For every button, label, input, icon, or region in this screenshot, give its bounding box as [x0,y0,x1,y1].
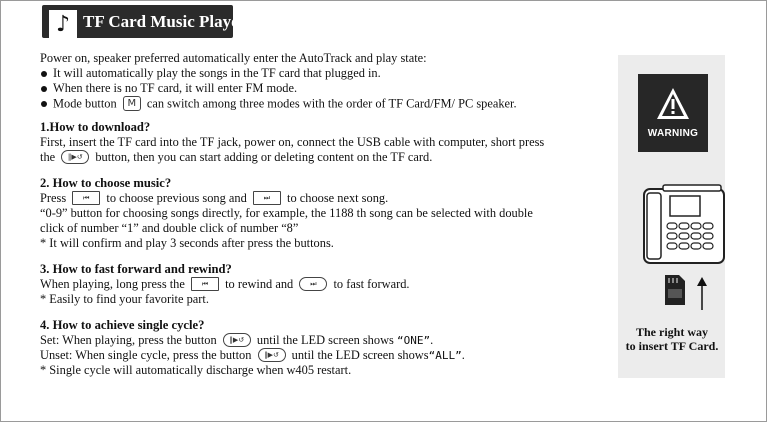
warning-badge [638,74,708,152]
cycle-unset-text: Unset: When single cycle, press the button ‖▶↺ until the LED screen shows“ALL”. [40,348,465,362]
section-heading-download: 1.How to download? [40,120,151,134]
warning-triangle-icon [655,86,691,122]
cycle-note: * Single cycle will automatically discharge when w405 restart. [40,363,352,377]
insert-card-caption: The right way to insert TF Card. [625,325,719,353]
choose-text-4: * It will confirm and play 3 seconds after press the buttons. [40,236,334,250]
choose-text-1: Press ⏮ to choose previous song and ⏭ to choose next song. [40,191,389,205]
arrow-up-icon [696,277,708,311]
page-title: TF Card Music Player [83,12,247,31]
bullet-icon [41,86,47,92]
intro-bullet: When there is no TF card, it will enter FM mode. [40,81,610,96]
choose-text-2: “0-9” button for choosing songs directly, for example, the 1188 th song can be selected with double [40,206,533,220]
fastforward-text-1: When playing, long press the ⏮ to rewind and ⏭ to fast forward. [40,277,410,291]
bullet-icon [41,71,47,77]
tf-card-icon [663,273,687,307]
section-heading-choose: 2. How to choose music? [40,176,172,190]
bullet-icon [41,101,47,107]
title-banner [42,5,247,38]
music-note-icon: ♪ [49,10,77,39]
download-text-2: the ‖▶↺ button, then you can start adding or deleting content on the TF card. [40,150,433,164]
mode-button-icon: M [123,96,141,111]
play-pause-cycle-button-icon: ‖▶↺ [223,333,251,347]
previous-button-icon: ⏮ [72,191,100,205]
play-pause-cycle-button-icon: ‖▶↺ [61,150,89,164]
led-display-all: “ALL” [428,349,462,362]
instructions [40,51,610,378]
intro-bullet: It will automatically play the songs in the TF card that plugged in. [40,66,610,81]
section-heading-fastforward: 3. How to fast forward and rewind? [40,262,232,276]
intro-text: Power on, speaker preferred automatically enter the AutoTrack and play state: [40,51,427,65]
cycle-set-text: Set: When playing, press the button ‖▶↺ until the LED screen shows “ONE”. [40,333,434,347]
sidebar-panel [618,55,725,378]
download-text: First, insert the TF card into the TF jack, power on, connect the USB cable with computer, short press [40,135,545,149]
warning-label: WARNING [647,128,699,139]
next-button-icon: ⏭ [253,191,281,205]
led-display-one: “ONE” [396,334,431,347]
section-heading-cycle: 4. How to achieve single cycle? [40,318,205,332]
intro-bullet-mode: Mode button M can switch among three modes with the order of TF Card/FM/ PC speaker. [40,96,610,111]
play-pause-cycle-button-icon: ‖▶↺ [258,348,286,362]
fastforward-text-2: * Easily to find your favorite part. [40,292,209,306]
choose-text-3: click of number “1” and double click of number “8” [40,221,299,235]
next-button-icon: ⏭ [299,277,327,291]
speaker-device-icon [643,183,725,265]
previous-button-icon: ⏮ [191,277,219,291]
